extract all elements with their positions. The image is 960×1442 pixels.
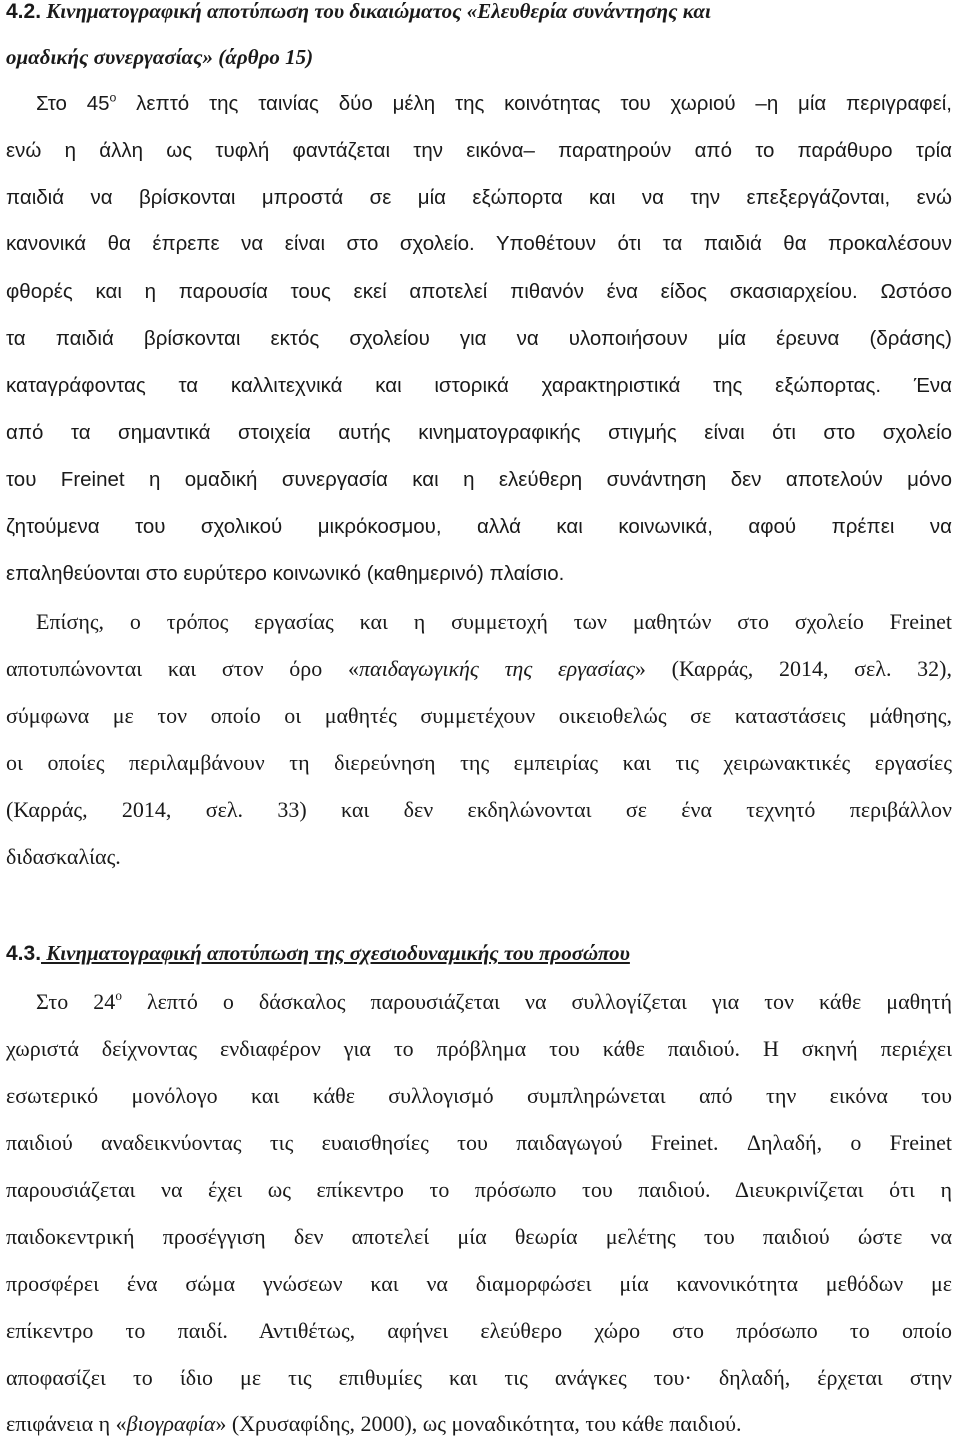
text-line: κανονικά θα έπρεπε να είναι στο σχολείο. Υποθέτουν ότι τα παιδιά θα προκαλέσουν [6, 232, 952, 255]
section-number: 4.2. [6, 0, 42, 23]
superscript: ο [115, 987, 122, 1003]
section-heading-4-3 [6, 943, 952, 964]
text-span: Στο 24 [36, 989, 116, 1014]
text-span: αποτυπώνονται και στον όρο « [6, 656, 359, 681]
text-line: διδασκαλίας. [6, 844, 121, 869]
text-line: παιδιά να βρίσκονται μπροστά σε μία εξώπορτα και να την επεξεργάζονται, ενώ [6, 186, 952, 209]
section-heading-4-2 [6, 1, 952, 22]
text-line: επίκεντρο το παιδί. Αντιθέτως, αφήνει ελεύθερο χώρο στο πρόσωπο το οποίο [6, 1318, 952, 1343]
text-line: επαληθεύονται στο ευρύτερο κοινωνικό (καθημερινό) πλαίσιο. [6, 562, 565, 585]
text-line [36, 987, 953, 1014]
section-title: Κινηματογραφική αποτύπωση της σχεσιοδυναμικής του προσώπου [41, 941, 630, 965]
section-heading-4-2-cont [6, 47, 952, 68]
superscript: ο [109, 90, 117, 105]
text-line [6, 658, 952, 680]
text-span: » (Καρράς, 2014, σελ. 32), [634, 656, 952, 681]
text-span: λεπτό της ταινίας δύο μέλη της κοινότητας του χωριού –η μία περιγραφεί, [116, 92, 952, 115]
text-line [36, 90, 952, 115]
text-line: ενώ η άλλη ως τυφλή φαντάζεται την εικόνα– παρατηρούν από το παράθυρο τρία [6, 139, 952, 162]
text-line: τα παιδιά βρίσκονται εκτός σχολείου για να υλοποιήσουν μία έρευνα (δράσης) [6, 327, 952, 350]
text-line: ζητούμενα του σχολικού μικρόκοσμου, αλλά και κοινωνικά, αφού πρέπει να [6, 515, 952, 538]
text-line: από τα σημαντικά στοιχεία αυτής κινηματογραφικής στιγμής είναι ότι στο σχολείο [6, 421, 952, 444]
section-number: 4.3. [6, 942, 42, 965]
text-line: παιδιού αναδεικνύοντας τις ευαισθησίες του παιδαγωγού Freinet. Δηλαδή, ο Freinet [6, 1130, 952, 1155]
text-line: αποφασίζει το ίδιο με τις επιθυμίες και τις ανάγκες του· δηλαδή, έρχεται στην [6, 1365, 952, 1390]
text-line: παρουσιάζεται να έχει ως επίκεντρο το πρόσωπο του παιδιού. Διευκρινίζεται ότι η [6, 1177, 952, 1202]
italic-term: βιογραφία [126, 1411, 216, 1436]
text-span: Στο 45 [36, 92, 110, 115]
text-span: λεπτό ο δάσκαλος παρουσιάζεται να συλλογίζεται για τον κάθε μαθητή [121, 989, 953, 1014]
text-line [6, 1413, 952, 1435]
italic-term: παιδαγωγικής της εργασίας [359, 656, 635, 681]
text-span: » (Χρυσαφίδης, 2000), ως μοναδικότητα, του κάθε παιδιού. [215, 1411, 742, 1436]
text-line: παιδοκεντρική προσέγγιση δεν αποτελεί μία θεωρία μελέτης του παιδιού ώστε να [6, 1224, 952, 1249]
text-line: (Καρράς, 2014, σελ. 33) και δεν εκδηλώνονται σε ένα τεχνητό περιβάλλον [6, 797, 952, 822]
text-line: καταγράφοντας τα καλλιτεχνικά και ιστορικά χαρακτηριστικά της εξώπορτας. Ένα [6, 374, 952, 397]
text-line: Επίσης, ο τρόπος εργασίας και η συμμετοχή των μαθητών στο σχολείο Freinet [36, 609, 952, 634]
section-title-line: ομαδικής συνεργασίας» (άρθρο 15) [6, 45, 314, 69]
text-span: επιφάνεια η « [6, 1411, 127, 1436]
text-line: εσωτερικό μονόλογο και κάθε συλλογισμό συμπληρώνεται από την εικόνα του [6, 1083, 952, 1108]
section-title-line: Κινηματογραφική αποτύπωση του δικαιώματος «Ελευθερία συνάντησης και [46, 0, 711, 23]
text-line: προσφέρει ένα σώμα γνώσεων και να διαμορφώσει μία κανονικότητα μεθόδων με [6, 1271, 952, 1296]
text-line: χωριστά δείχνοντας ενδιαφέρον για το πρόβλημα του κάθε παιδιού. Η σκηνή περιέχει [6, 1036, 952, 1061]
text-line: του Freinet η ομαδική συνεργασία και η ελεύθερη συνάντηση δεν αποτελούν μόνο [6, 468, 952, 491]
text-line: σύμφωνα με τον οποίο οι μαθητές συμμετέχουν οικειοθελώς σε καταστάσεις μάθησης, [6, 703, 952, 728]
text-line: φθορές και η παρουσία τους εκεί αποτελεί πιθανόν ένα είδος σκασιαρχείου. Ωστόσο [6, 280, 952, 303]
text-line: οι οποίες περιλαμβάνουν τη διερεύνηση της εμπειρίας και τις χειρωνακτικές εργασίες [6, 750, 952, 775]
